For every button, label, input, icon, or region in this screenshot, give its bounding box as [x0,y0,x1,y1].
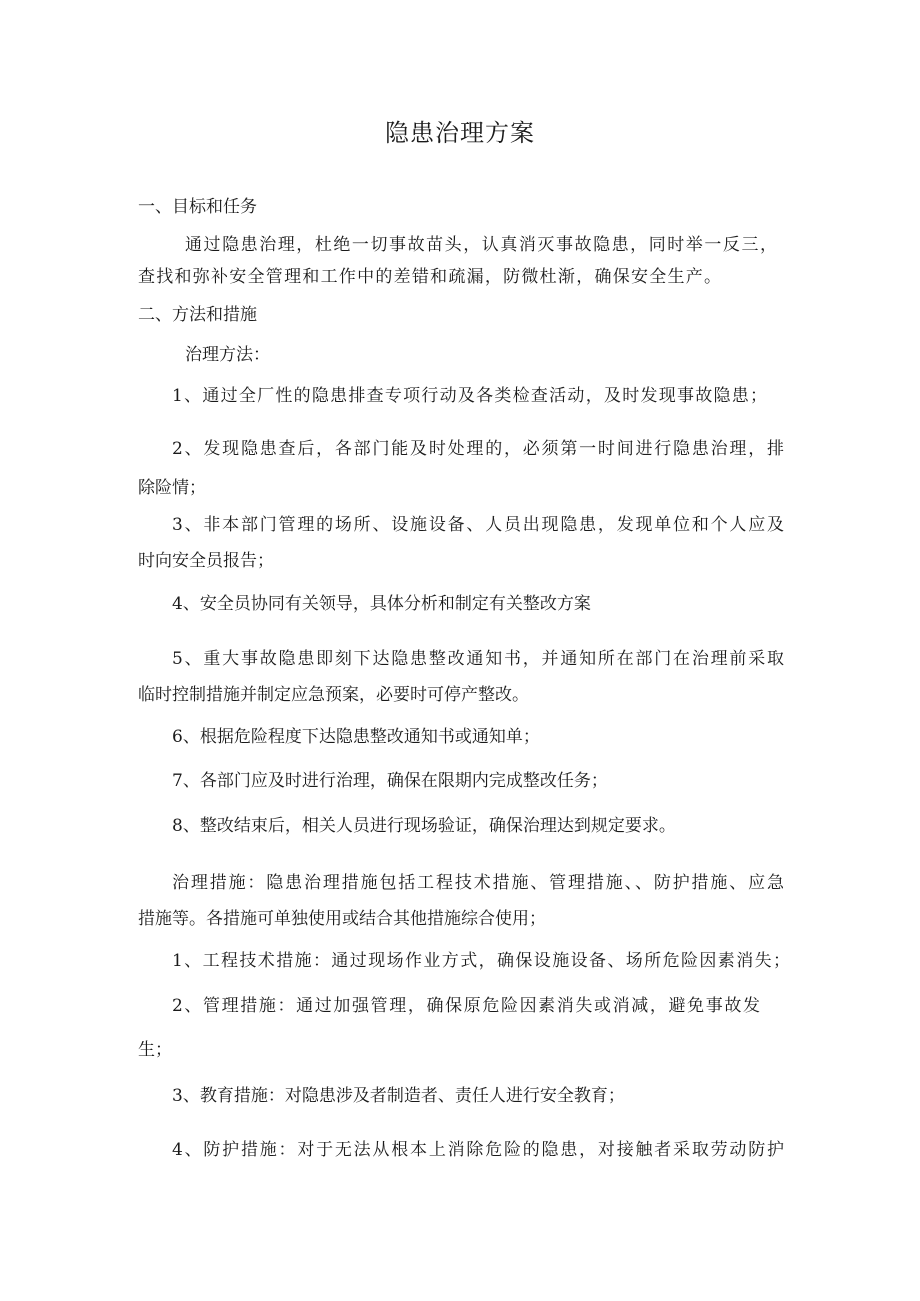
method-item-3-cont: 时向安全员报告； [138,551,274,571]
measure-item-2-cont: 生； [138,1040,172,1060]
method-item-2: 2、发现隐患查后，各部门能及时处理的，必须第一时间进行隐患治理，排 [172,439,784,459]
method-item-5: 5、重大事故隐患即刻下达隐患整改通知书，并通知所在部门在治理前采取 [172,649,784,669]
measure-item-4: 4、防护措施：对于无法从根本上消除危险的隐患，对接触者采取劳动防护 [172,1140,784,1160]
method-item-6: 6、根据危险程度下达隐患整改通知书或通知单； [172,727,540,747]
measures-intro-line-2: 措施等。各措施可单独使用或结合其他措施综合使用； [138,909,546,929]
method-item-2-cont: 除险情； [138,478,206,498]
measure-item-2: 2、管理措施：通过加强管理，确保原危险因素消失或消减，避免事故发 [172,996,760,1016]
goals-paragraph-line-2: 查找和弥补安全管理和工作中的差错和疏漏，防微杜渐，确保安全生产。 [138,267,721,287]
method-item-4: 4、安全员协同有关领导，具体分析和制定有关整改方案 [172,594,591,614]
section-heading-goals: 一、目标和任务 [138,197,257,217]
goals-paragraph-line-1: 通过隐患治理，杜绝一切事故苗头，认真消灭事故隐患，同时举一反三， [185,235,777,255]
measures-intro-line-1: 治理措施：隐患治理措施包括工程技术措施、管理措施、、防护措施、应急 [172,873,784,893]
method-item-5-cont: 临时控制措施并制定应急预案，必要时可停产整改。 [138,685,529,705]
method-item-3: 3、非本部门管理的场所、设施设备、人员出现隐患，发现单位和个人应及 [172,515,784,535]
section-heading-methods: 二、方法和措施 [138,305,257,325]
method-item-7: 7、各部门应及时进行治理，确保在限期内完成整改任务； [172,771,608,791]
method-item-1: 1、通过全厂性的隐患排查专项行动及各类检查活动，及时发现事故隐患； [172,386,767,406]
measure-item-3: 3、教育措施：对隐患涉及者制造者、责任人进行安全教育； [172,1086,625,1106]
measure-item-1: 1、工程技术措施：通过现场作业方式，确保设施设备、场所危险因素消失； [172,951,790,971]
methods-label: 治理方法： [185,345,270,365]
method-item-8: 8、整改结束后，相关人员进行现场验证，确保治理达到规定要求。 [172,816,676,836]
page-title: 隐患治理方案 [385,119,535,147]
